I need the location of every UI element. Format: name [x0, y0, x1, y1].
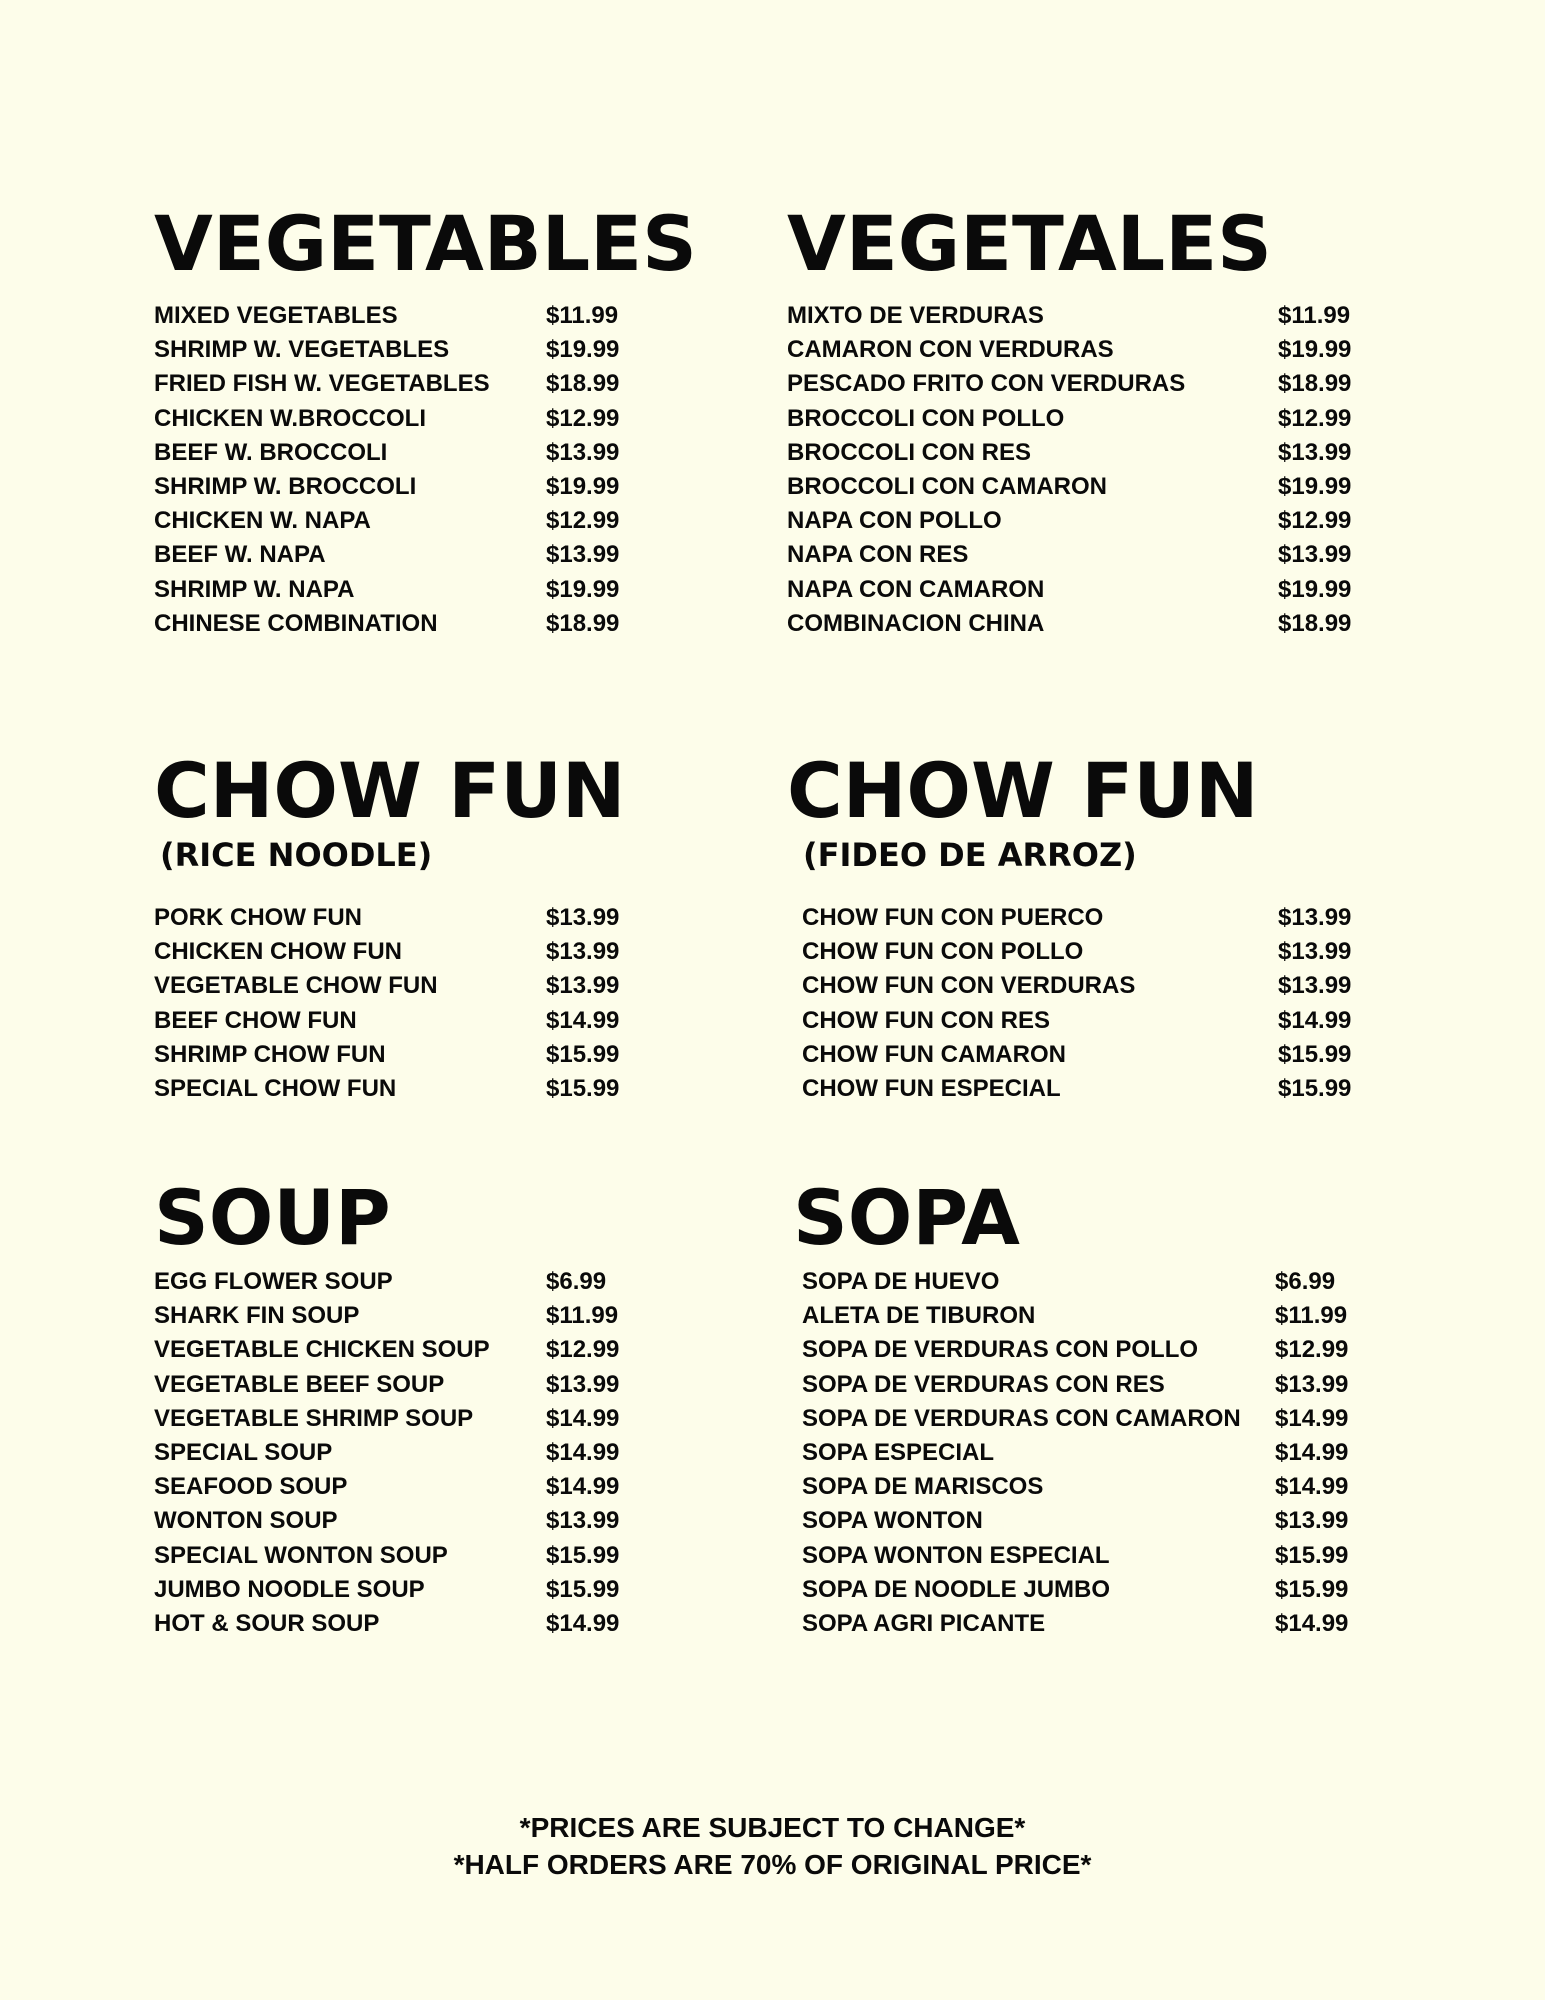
menu-item-name: COMBINACION CHINA — [787, 609, 1045, 637]
menu-item-name: SPECIAL SOUP — [154, 1438, 333, 1466]
menu-item-name: NAPA CON RES — [787, 541, 969, 569]
menu-item-name: CHOW FUN CON VERDURAS — [802, 972, 1136, 1000]
menu-item-name: SOPA AGRI PICANTE — [802, 1609, 1046, 1637]
menu-item-name: NAPA CON CAMARON — [787, 575, 1045, 603]
menu-item-name: SOPA ESPECIAL — [802, 1438, 995, 1466]
menu-item-price: $14.99 — [1275, 1473, 1349, 1501]
menu-item-price: $14.99 — [546, 1438, 620, 1466]
menu-item — [154, 1436, 620, 1470]
menu-item — [787, 607, 1352, 641]
menu-item-price: $13.99 — [546, 1507, 620, 1535]
menu-item-price: $13.99 — [1275, 1370, 1349, 1398]
menu-item-price: $14.99 — [1275, 1404, 1349, 1432]
menu-item — [787, 1004, 1352, 1038]
menu-item-name: SHRIMP W. NAPA — [154, 575, 355, 603]
menu-item-name: CHOW FUN CON POLLO — [802, 938, 1084, 966]
menu-item-name: SOPA DE VERDURAS CON CAMARON — [802, 1404, 1241, 1432]
menu-item — [793, 1368, 1349, 1402]
menu-item-name: CHICKEN W.BROCCOLI — [154, 404, 426, 432]
menu-item — [154, 1072, 626, 1106]
menu-item — [154, 299, 697, 333]
menu-item-name: BEEF CHOW FUN — [154, 1006, 357, 1034]
menu-item-price: $12.99 — [546, 404, 620, 432]
menu-item-price: $12.99 — [546, 507, 620, 535]
menu-item — [154, 607, 697, 641]
menu-item — [154, 1470, 620, 1504]
menu-item-name: SOPA WONTON ESPECIAL — [802, 1541, 1110, 1569]
menu-item-price: $15.99 — [1275, 1541, 1349, 1569]
menu-item-name: EGG FLOWER SOUP — [154, 1268, 393, 1295]
menu-list — [787, 299, 1352, 641]
menu-item-price: $19.99 — [546, 472, 620, 500]
menu-list — [154, 299, 697, 641]
menu-item-name: VEGETABLE SHRIMP SOUP — [154, 1404, 474, 1432]
menu-item-price: $13.99 — [1278, 972, 1352, 1000]
menu-item-name: BROCCOLI CON CAMARON — [787, 472, 1107, 500]
menu-item — [154, 969, 626, 1003]
menu-item — [154, 504, 697, 538]
menu-item-price: $11.99 — [1278, 302, 1351, 329]
menu-item-price: $19.99 — [546, 575, 620, 603]
menu-item-price: $12.99 — [546, 1336, 620, 1364]
menu-item — [154, 901, 626, 935]
menu-item-name: VEGETABLE CHOW FUN — [154, 972, 438, 1000]
menu-item-name: CAMARON CON VERDURAS — [787, 336, 1114, 364]
menu-item-price: $13.99 — [546, 904, 620, 931]
menu-item-name: SOPA DE NOODLE JUMBO — [802, 1575, 1111, 1603]
menu-item-name: CHOW FUN CON RES — [802, 1006, 1050, 1034]
menu-item-name: CHINESE COMBINATION — [154, 609, 438, 637]
menu-item-price: $15.99 — [546, 1074, 620, 1102]
menu-item — [793, 1436, 1349, 1470]
menu-item — [787, 1038, 1352, 1072]
menu-item — [154, 1299, 619, 1333]
menu-item — [793, 1504, 1349, 1538]
menu-item — [787, 402, 1352, 436]
menu-item-name: SHARK FIN SOUP — [154, 1302, 360, 1330]
menu-list — [154, 901, 626, 1106]
menu-item-name: BROCCOLI CON POLLO — [787, 404, 1065, 432]
menu-item-price: $14.99 — [1275, 1609, 1349, 1637]
menu-item-name: CHOW FUN ESPECIAL — [802, 1074, 1061, 1102]
section-title: CHOW FUN — [787, 746, 1259, 835]
menu-item — [154, 402, 697, 436]
menu-item-name: PORK CHOW FUN — [154, 904, 362, 931]
menu-item-price: $14.99 — [1275, 1438, 1349, 1466]
menu-item-name: BEEF W. NAPA — [154, 541, 326, 569]
menu-item-price: $13.99 — [1278, 938, 1352, 966]
menu-item-name: SOPA DE MARISCOS — [802, 1473, 1044, 1501]
section-subtitle: (FIDEO DE ARROZ) — [803, 836, 1137, 874]
menu-item-name: WONTON SOUP — [154, 1507, 338, 1535]
menu-item-price: $19.99 — [1278, 336, 1352, 364]
menu-item — [154, 1038, 626, 1072]
menu-item — [154, 935, 626, 969]
menu-item-price: $11.99 — [546, 1302, 619, 1330]
section-title: VEGETABLES — [154, 199, 697, 288]
menu-item — [787, 538, 1352, 572]
menu-item — [787, 901, 1352, 935]
menu-item — [787, 969, 1352, 1003]
menu-item-name: PESCADO FRITO CON VERDURAS — [787, 370, 1186, 398]
menu-item — [154, 573, 697, 607]
menu-item-name: SOPA DE HUEVO — [802, 1268, 1000, 1295]
section-title: VEGETALES — [787, 199, 1272, 288]
footer-line-price-change: *PRICES ARE SUBJECT TO CHANGE* — [519, 1812, 1026, 1843]
menu-item-name: SHRIMP CHOW FUN — [154, 1040, 386, 1068]
menu-item-price: $19.99 — [1278, 472, 1352, 500]
menu-item-name: MIXTO DE VERDURAS — [787, 302, 1044, 329]
menu-item-price: $12.99 — [1278, 404, 1352, 432]
menu-item-price: $13.99 — [1275, 1507, 1349, 1535]
section-title: SOUP — [154, 1173, 391, 1262]
menu-item-price: $14.99 — [546, 1404, 620, 1432]
menu-item — [787, 573, 1352, 607]
menu-item — [787, 504, 1352, 538]
menu-item — [154, 1368, 620, 1402]
menu-item-price: $13.99 — [546, 972, 620, 1000]
menu-item — [793, 1539, 1349, 1573]
menu-item-name: SOPA DE VERDURAS CON POLLO — [802, 1336, 1199, 1364]
menu-item-price: $13.99 — [546, 1370, 620, 1398]
menu-item-price: $18.99 — [546, 609, 620, 637]
menu-item — [154, 1504, 620, 1538]
menu-item — [793, 1607, 1349, 1641]
menu-item-price: $15.99 — [546, 1541, 620, 1569]
menu-item — [787, 935, 1352, 969]
menu-item — [787, 1072, 1352, 1106]
menu-item-price: $18.99 — [1278, 609, 1352, 637]
menu-item-price: $6.99 — [546, 1268, 607, 1295]
section-subtitle: (RICE NOODLE) — [160, 836, 433, 874]
menu-item-name: SHRIMP W. BROCCOLI — [154, 472, 417, 500]
menu-item-name: HOT & SOUR SOUP — [154, 1609, 380, 1637]
menu-item-name: JUMBO NOODLE SOUP — [154, 1575, 425, 1603]
section-vegetables — [154, 199, 697, 641]
menu-item-name: SEAFOOD SOUP — [154, 1473, 348, 1501]
menu-item-name: ALETA DE TIBURON — [802, 1302, 1036, 1330]
menu-item — [787, 470, 1352, 504]
menu-item — [793, 1470, 1349, 1504]
menu-item — [793, 1402, 1349, 1436]
section-title: SOPA — [793, 1173, 1020, 1262]
menu-item-name: CHOW FUN CAMARON — [802, 1040, 1066, 1068]
menu-item — [787, 436, 1352, 470]
menu-item-price: $15.99 — [546, 1575, 620, 1603]
menu-item-name: MIXED VEGETABLES — [154, 302, 398, 329]
menu-item — [154, 1573, 620, 1607]
menu-item — [154, 1539, 620, 1573]
menu-item-price: $14.99 — [546, 1006, 620, 1034]
menu-item-price: $12.99 — [1278, 507, 1352, 535]
menu-item — [154, 538, 697, 572]
section-vegetales — [787, 199, 1352, 641]
menu-item-name: VEGETABLE BEEF SOUP — [154, 1370, 445, 1398]
menu-item-price: $13.99 — [1278, 541, 1352, 569]
menu-item — [793, 1299, 1348, 1333]
menu-item — [154, 470, 697, 504]
menu-item — [154, 1004, 626, 1038]
menu-item-price: $13.99 — [546, 938, 620, 966]
menu-item-price: $12.99 — [1275, 1336, 1349, 1364]
menu-item-price: $14.99 — [1278, 1006, 1352, 1034]
menu-item — [154, 1265, 607, 1299]
menu-item-price: $14.99 — [546, 1609, 620, 1637]
menu-item — [154, 333, 697, 367]
menu-item-price: $18.99 — [1278, 370, 1352, 398]
menu-item-price: $13.99 — [1278, 438, 1352, 466]
section-chow-fun-es — [787, 746, 1352, 1106]
menu-item — [154, 1333, 620, 1367]
menu-item-name: NAPA CON POLLO — [787, 507, 1002, 535]
menu-item-price: $19.99 — [546, 336, 620, 364]
menu-item-price: $15.99 — [1278, 1074, 1352, 1102]
menu-item-price: $15.99 — [1278, 1040, 1352, 1068]
menu-item-price: $13.99 — [546, 541, 620, 569]
section-chow-fun — [154, 746, 626, 1106]
menu-item-name: SHRIMP W. VEGETABLES — [154, 336, 450, 364]
footer-notes — [0, 1809, 1545, 1883]
menu-item-price: $11.99 — [1275, 1302, 1348, 1330]
menu-item-price: $13.99 — [1278, 904, 1352, 931]
menu-list — [793, 1265, 1349, 1641]
menu-item-price: $13.99 — [546, 438, 620, 466]
menu-item-price: $18.99 — [546, 370, 620, 398]
menu-item-name: BEEF W. BROCCOLI — [154, 438, 388, 466]
menu-item-name: SPECIAL CHOW FUN — [154, 1074, 397, 1102]
menu-item-name: SOPA WONTON — [802, 1507, 983, 1535]
menu-item — [793, 1265, 1336, 1299]
menu-item-name: FRIED FISH W. VEGETABLES — [154, 370, 490, 398]
menu-item-name: CHOW FUN CON PUERCO — [802, 904, 1104, 931]
section-soup — [154, 1173, 620, 1641]
section-sopa — [793, 1173, 1349, 1641]
menu-item-price: $19.99 — [1278, 575, 1352, 603]
menu-item — [154, 1607, 620, 1641]
menu-item-name: SPECIAL WONTON SOUP — [154, 1541, 448, 1569]
menu-item-price: $6.99 — [1275, 1268, 1336, 1295]
menu-item — [787, 333, 1352, 367]
menu-item-name: SOPA DE VERDURAS CON RES — [802, 1370, 1165, 1398]
menu-item-name: CHICKEN CHOW FUN — [154, 938, 402, 966]
section-title: CHOW FUN — [154, 746, 626, 835]
menu-item — [787, 367, 1352, 401]
menu-item — [154, 367, 697, 401]
menu-list — [154, 1265, 620, 1641]
menu-item — [154, 1402, 620, 1436]
menu-item-name: BROCCOLI CON RES — [787, 438, 1032, 466]
menu-item — [787, 299, 1351, 333]
menu-item — [154, 436, 697, 470]
menu-item-name: VEGETABLE CHICKEN SOUP — [154, 1336, 490, 1364]
menu-item-name: CHICKEN W. NAPA — [154, 507, 371, 535]
menu-item — [793, 1573, 1349, 1607]
menu-list — [787, 901, 1352, 1106]
footer-line-half-orders: *HALF ORDERS ARE 70% OF ORIGINAL PRICE* — [453, 1849, 1092, 1880]
menu-item-price: $11.99 — [546, 302, 619, 329]
menu-item-price: $15.99 — [1275, 1575, 1349, 1603]
menu-item-price: $14.99 — [546, 1473, 620, 1501]
menu-item-price: $15.99 — [546, 1040, 620, 1068]
menu-item — [793, 1333, 1349, 1367]
